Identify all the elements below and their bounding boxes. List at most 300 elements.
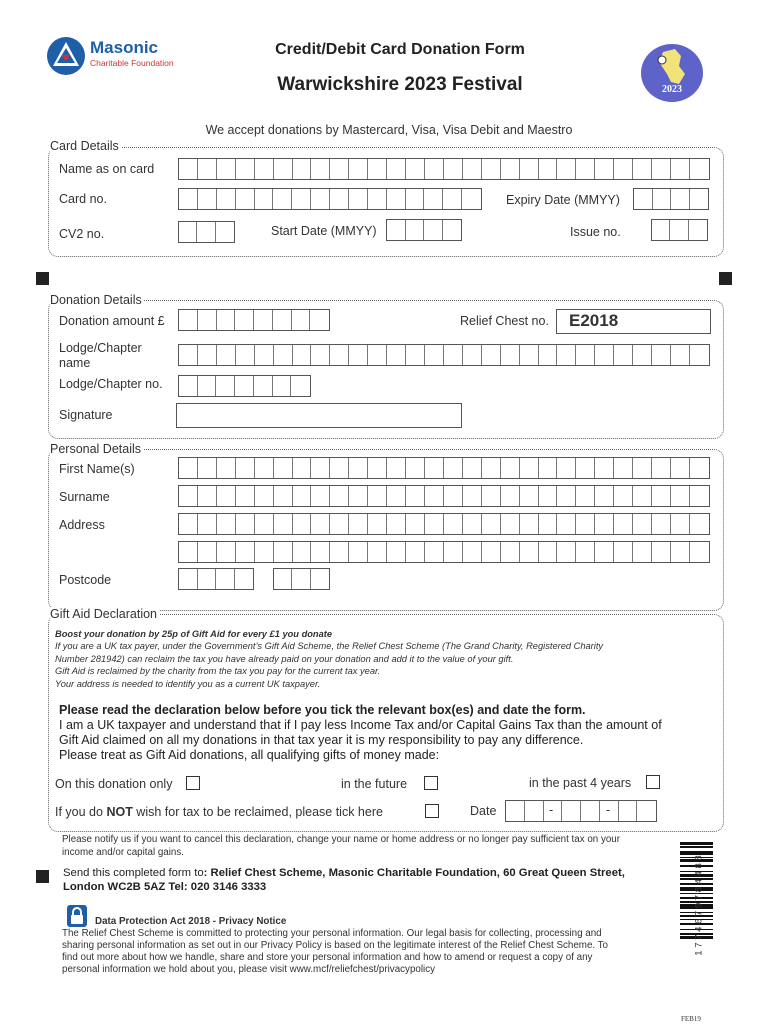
input-cell[interactable] (292, 310, 311, 330)
input-cell[interactable] (690, 486, 709, 506)
input-cell[interactable] (520, 486, 539, 506)
input-cell[interactable] (576, 159, 595, 179)
input-cell[interactable] (576, 542, 595, 562)
input-cell[interactable] (236, 159, 255, 179)
donation-amount-label: Donation amount £ (59, 314, 165, 328)
barcode-number: 1 7 7 4 6 7 9 7 8 4 4 8 8 (693, 855, 705, 956)
input-cell[interactable] (520, 542, 539, 562)
input-cell[interactable] (292, 569, 310, 589)
input-cell[interactable] (557, 458, 576, 478)
input-cell[interactable] (653, 189, 672, 209)
please-read-instruction: Please read the declaration below before you tick the relevant box(es) and date the form. (59, 703, 586, 717)
input-cell[interactable] (274, 569, 292, 589)
input-cell[interactable] (406, 159, 425, 179)
input-cell[interactable] (330, 486, 349, 506)
postcode-outward-field[interactable] (178, 568, 254, 590)
input-cell[interactable] (595, 458, 614, 478)
input-cell[interactable] (595, 542, 614, 562)
input-cell[interactable] (217, 542, 236, 562)
declaration-line-1: I am a UK taxpayer and understand that if I pay less Income Tax and/or Capital Gains Tax than the amount of (59, 718, 662, 732)
input-cell[interactable] (501, 486, 520, 506)
input-cell[interactable] (482, 514, 501, 534)
issue-no-label: Issue no. (570, 225, 621, 239)
input-cell[interactable] (539, 159, 558, 179)
input-cell[interactable] (274, 514, 293, 534)
registration-mark-bottom (36, 870, 49, 883)
relief-chest-value: E2018 (569, 311, 619, 330)
input-cell[interactable] (501, 458, 520, 478)
input-cell[interactable] (633, 542, 652, 562)
input-cell[interactable] (614, 542, 633, 562)
input-cell[interactable] (690, 345, 709, 365)
input-cell[interactable] (671, 542, 690, 562)
input-cell[interactable] (217, 514, 236, 534)
input-cell[interactable] (443, 189, 462, 209)
form-title: Credit/Debit Card Donation Form (275, 41, 525, 58)
data-protection-title: Data Protection Act 2018 - Privacy Notice (95, 916, 287, 927)
input-cell[interactable] (671, 486, 690, 506)
gift-aid-info-1: If you are a UK tax payer, under the Government’s Gift Aid Scheme, the Relief Chest Scheme (The Grand Charity, Registered Charity (55, 641, 604, 651)
input-cell[interactable] (255, 189, 274, 209)
input-cell[interactable] (424, 220, 443, 240)
input-cell[interactable] (482, 345, 501, 365)
card-no-field[interactable] (178, 188, 482, 210)
input-cell[interactable] (255, 159, 274, 179)
input-cell[interactable] (274, 486, 293, 506)
input-cell[interactable] (236, 345, 255, 365)
input-cell[interactable] (349, 458, 368, 478)
input-cell[interactable] (330, 159, 349, 179)
input-cell[interactable] (179, 458, 198, 478)
input-cell[interactable] (387, 458, 406, 478)
input-cell[interactable] (198, 189, 217, 209)
input-cell[interactable] (217, 189, 236, 209)
address-line2-field[interactable] (178, 541, 710, 563)
input-cell[interactable] (463, 458, 482, 478)
input-cell[interactable] (330, 514, 349, 534)
input-cell[interactable] (368, 159, 387, 179)
input-cell[interactable] (406, 514, 425, 534)
input-cell[interactable] (539, 345, 558, 365)
expiry-date-field[interactable] (633, 188, 709, 210)
input-cell[interactable] (274, 458, 293, 478)
no-reclaim-pre: If you do (55, 805, 107, 819)
input-cell[interactable] (425, 159, 444, 179)
date-label: Date (470, 804, 497, 818)
input-cell[interactable] (273, 189, 292, 209)
input-cell[interactable] (619, 801, 638, 821)
input-cell[interactable] (217, 458, 236, 478)
input-cell[interactable] (216, 569, 235, 589)
input-cell[interactable] (236, 458, 255, 478)
cv2-label: CV2 no. (59, 227, 105, 241)
lodge-name-field[interactable] (178, 344, 710, 366)
input-cell[interactable] (179, 310, 198, 330)
input-cell[interactable] (368, 542, 387, 562)
input-cell[interactable] (501, 345, 520, 365)
this-donation-checkbox[interactable] (186, 776, 200, 790)
input-cell[interactable] (198, 458, 217, 478)
input-cell[interactable] (557, 159, 576, 179)
input-cell[interactable] (633, 458, 652, 478)
logo-subtitle: Charitable Foundation (90, 58, 174, 68)
input-cell[interactable] (557, 345, 576, 365)
input-cell[interactable] (581, 801, 600, 821)
input-cell[interactable] (293, 458, 312, 478)
input-cell[interactable] (179, 376, 198, 396)
input-cell[interactable] (198, 542, 217, 562)
input-cell[interactable] (425, 514, 444, 534)
input-cell[interactable] (198, 514, 217, 534)
form-code: FEB19 (681, 1015, 701, 1023)
signature-field[interactable] (176, 403, 462, 428)
no-reclaim-not: NOT (106, 805, 133, 819)
no-reclaim-checkbox[interactable] (425, 804, 439, 818)
notify-text-1: Please notify us if you want to cancel this declaration, change your name or home address or no longer pay sufficient tax on your (62, 834, 621, 845)
input-cell[interactable] (520, 514, 539, 534)
input-cell[interactable] (482, 542, 501, 562)
input-cell[interactable] (576, 458, 595, 478)
input-cell[interactable] (311, 514, 330, 534)
input-cell[interactable] (293, 542, 312, 562)
input-cell[interactable] (179, 486, 198, 506)
input-cell[interactable] (443, 220, 462, 240)
input-cell[interactable] (387, 189, 406, 209)
input-cell[interactable] (179, 542, 198, 562)
input-cell[interactable] (633, 345, 652, 365)
input-cell[interactable] (198, 345, 217, 365)
gift-aid-boost: Boost your donation by 25p of Gift Aid for every £1 you donate (55, 629, 333, 639)
festival-title: Warwickshire 2023 Festival (277, 74, 523, 95)
gift-aid-title: Gift Aid Declaration (50, 607, 157, 621)
data-protection-text-2: sharing personal information as set out in our Privacy Policy is based on the legitimate interest of the Relief Chest Scheme. To (62, 940, 609, 951)
no-reclaim-label (55, 805, 383, 819)
input-cell[interactable] (482, 458, 501, 478)
date-separator-1: - (549, 803, 554, 817)
input-cell[interactable] (520, 458, 539, 478)
input-cell[interactable] (637, 801, 656, 821)
input-cell[interactable] (525, 801, 544, 821)
input-cell[interactable] (291, 376, 310, 396)
input-cell[interactable] (179, 569, 198, 589)
input-cell[interactable] (387, 542, 406, 562)
input-cell[interactable] (349, 159, 368, 179)
input-cell[interactable] (254, 376, 273, 396)
input-cell[interactable] (293, 345, 312, 365)
input-cell[interactable] (463, 345, 482, 365)
signature-label: Signature (59, 408, 113, 422)
data-protection-text-4: personal information we hold about you, please visit www.mcf/reliefchest/privacypolicy (62, 964, 435, 975)
lodge-no-field[interactable] (178, 375, 311, 397)
input-cell[interactable] (652, 542, 671, 562)
past-4-years-checkbox[interactable] (646, 775, 660, 789)
input-cell[interactable] (652, 458, 671, 478)
first-name-label: First Name(s) (59, 462, 135, 476)
input-cell[interactable] (406, 486, 425, 506)
input-cell[interactable] (576, 514, 595, 534)
input-cell[interactable] (595, 345, 614, 365)
input-cell[interactable] (198, 376, 217, 396)
input-cell[interactable] (198, 159, 217, 179)
input-cell[interactable] (501, 542, 520, 562)
input-cell[interactable] (424, 189, 443, 209)
input-cell[interactable] (595, 159, 614, 179)
input-cell[interactable] (557, 514, 576, 534)
input-cell[interactable] (633, 159, 652, 179)
input-cell[interactable] (273, 376, 292, 396)
input-cell[interactable] (444, 542, 463, 562)
input-cell[interactable] (614, 458, 633, 478)
input-cell[interactable] (311, 345, 330, 365)
input-cell[interactable] (311, 159, 330, 179)
input-cell[interactable] (406, 189, 425, 209)
input-cell[interactable] (520, 159, 539, 179)
input-cell[interactable] (217, 159, 236, 179)
input-cell[interactable] (690, 458, 709, 478)
past-4-years-label: in the past 4 years (529, 776, 632, 790)
input-cell[interactable] (463, 542, 482, 562)
relief-chest-field[interactable] (556, 309, 711, 334)
input-cell[interactable] (349, 514, 368, 534)
input-cell[interactable] (614, 514, 633, 534)
input-cell[interactable] (652, 220, 670, 240)
date-field[interactable] (505, 800, 657, 822)
input-cell[interactable] (255, 345, 274, 365)
input-cell[interactable] (217, 345, 236, 365)
input-cell[interactable] (462, 189, 481, 209)
input-cell[interactable] (198, 310, 217, 330)
input-cell[interactable] (198, 486, 217, 506)
future-checkbox[interactable] (424, 776, 438, 790)
input-cell[interactable] (444, 458, 463, 478)
input-cell[interactable] (671, 345, 690, 365)
input-cell[interactable] (482, 159, 501, 179)
input-cell[interactable] (179, 222, 197, 242)
input-cell[interactable] (368, 458, 387, 478)
input-cell[interactable] (311, 486, 330, 506)
send-pre: Send this completed form to (63, 867, 204, 879)
input-cell[interactable] (482, 486, 501, 506)
input-cell[interactable] (425, 486, 444, 506)
input-cell[interactable] (633, 486, 652, 506)
input-cell[interactable] (235, 376, 254, 396)
registration-mark-left (36, 272, 49, 285)
start-date-field[interactable] (386, 219, 462, 241)
cv2-field[interactable] (178, 221, 235, 243)
input-cell[interactable] (652, 514, 671, 534)
input-cell[interactable] (349, 486, 368, 506)
input-cell[interactable] (311, 569, 329, 589)
input-cell[interactable] (614, 159, 633, 179)
input-cell[interactable] (311, 189, 330, 209)
input-cell[interactable] (501, 159, 520, 179)
name-on-card-label: Name as on card (59, 162, 155, 176)
input-cell[interactable] (444, 514, 463, 534)
input-cell[interactable] (520, 345, 539, 365)
input-cell[interactable] (255, 486, 274, 506)
address-line1-field[interactable] (178, 513, 710, 535)
input-cell[interactable] (539, 458, 558, 478)
input-cell[interactable] (274, 159, 293, 179)
input-cell[interactable] (330, 458, 349, 478)
postcode-inward-field[interactable] (273, 568, 330, 590)
input-cell[interactable] (387, 220, 406, 240)
input-cell[interactable] (368, 189, 387, 209)
input-cell[interactable] (179, 189, 198, 209)
input-cell[interactable] (539, 486, 558, 506)
input-cell[interactable] (368, 486, 387, 506)
input-cell[interactable] (236, 189, 255, 209)
input-cell[interactable] (292, 189, 311, 209)
input-cell[interactable] (330, 345, 349, 365)
input-cell[interactable] (293, 486, 312, 506)
input-cell[interactable] (368, 345, 387, 365)
input-cell[interactable] (670, 220, 688, 240)
input-cell[interactable] (179, 159, 198, 179)
future-label: in the future (341, 777, 408, 791)
input-cell[interactable] (330, 189, 349, 209)
input-cell[interactable] (274, 542, 293, 562)
input-cell[interactable] (557, 486, 576, 506)
input-cell[interactable] (425, 345, 444, 365)
issue-no-field[interactable] (651, 219, 708, 241)
input-cell[interactable] (406, 220, 425, 240)
input-cell[interactable] (236, 542, 255, 562)
input-cell[interactable] (425, 542, 444, 562)
input-cell[interactable] (557, 542, 576, 562)
input-cell[interactable] (671, 514, 690, 534)
input-cell[interactable] (349, 542, 368, 562)
input-cell[interactable] (463, 514, 482, 534)
personal-details-title: Personal Details (50, 442, 142, 456)
input-cell[interactable] (330, 542, 349, 562)
input-cell[interactable] (387, 159, 406, 179)
donation-amount-field[interactable] (178, 309, 330, 331)
input-cell[interactable] (690, 514, 709, 534)
gift-aid-info-2: Number 281942) can reclaim the tax you have already paid on your donation and add it to the value of your gift. (55, 654, 514, 664)
input-cell[interactable] (236, 514, 255, 534)
input-cell[interactable] (444, 345, 463, 365)
input-cell[interactable] (652, 486, 671, 506)
card-details-title: Card Details (50, 139, 119, 153)
lock-icon (66, 904, 88, 928)
surname-field[interactable] (178, 485, 710, 507)
input-cell[interactable] (197, 222, 215, 242)
input-cell[interactable] (690, 542, 709, 562)
no-reclaim-post: wish for tax to be reclaimed, please tick here (132, 805, 383, 819)
input-cell[interactable] (387, 486, 406, 506)
input-cell[interactable] (179, 514, 198, 534)
input-cell[interactable] (274, 345, 293, 365)
input-cell[interactable] (506, 801, 525, 821)
input-cell[interactable] (217, 486, 236, 506)
input-cell[interactable] (463, 486, 482, 506)
input-cell[interactable] (255, 514, 274, 534)
lodge-name-label-line1: Lodge/Chapter (59, 341, 142, 355)
input-cell[interactable] (671, 458, 690, 478)
input-cell[interactable] (539, 542, 558, 562)
input-cell[interactable] (293, 159, 312, 179)
input-cell[interactable] (562, 801, 581, 821)
input-cell[interactable] (311, 542, 330, 562)
input-cell[interactable] (671, 189, 690, 209)
send-address-bold: : Relief Chest Scheme, Masonic Charitable Foundation, 60 Great Queen Street, (203, 867, 625, 879)
input-cell[interactable] (444, 486, 463, 506)
input-cell[interactable] (273, 310, 292, 330)
send-address-line1 (63, 867, 625, 879)
festival-badge (641, 44, 703, 102)
input-cell[interactable] (217, 310, 236, 330)
input-cell[interactable] (235, 569, 254, 589)
input-cell[interactable] (406, 542, 425, 562)
declaration-line-2: Gift Aid claimed on all my donations in that tax year it is my responsibility to pay any difference. (59, 733, 584, 747)
input-cell[interactable] (614, 345, 633, 365)
input-cell[interactable] (254, 310, 273, 330)
input-cell[interactable] (216, 376, 235, 396)
input-cell[interactable] (690, 189, 709, 209)
input-cell[interactable] (216, 222, 234, 242)
address-label: Address (59, 518, 105, 532)
input-cell[interactable] (255, 458, 274, 478)
input-cell[interactable] (349, 345, 368, 365)
relief-chest-label: Relief Chest no. (460, 314, 549, 328)
expiry-date-label: Expiry Date (MMYY) (506, 193, 620, 207)
input-cell[interactable] (652, 345, 671, 365)
input-cell[interactable] (179, 345, 198, 365)
postcode-label: Postcode (59, 573, 112, 587)
first-name-field[interactable] (178, 457, 710, 479)
input-cell[interactable] (235, 310, 254, 330)
registration-mark-right (719, 272, 732, 285)
input-cell[interactable] (595, 486, 614, 506)
input-cell[interactable] (501, 514, 520, 534)
input-cell[interactable] (444, 159, 463, 179)
input-cell[interactable] (671, 159, 690, 179)
input-cell[interactable] (690, 159, 709, 179)
input-cell[interactable] (652, 159, 671, 179)
input-cell[interactable] (576, 486, 595, 506)
input-cell[interactable] (406, 458, 425, 478)
input-cell[interactable] (310, 310, 329, 330)
input-cell[interactable] (387, 345, 406, 365)
name-on-card-field[interactable] (178, 158, 710, 180)
surname-label: Surname (59, 490, 110, 504)
input-cell[interactable] (689, 220, 707, 240)
input-cell[interactable] (595, 514, 614, 534)
input-cell[interactable] (236, 486, 255, 506)
input-cell[interactable] (539, 514, 558, 534)
input-cell[interactable] (368, 514, 387, 534)
start-date-label: Start Date (MMYY) (271, 224, 377, 238)
lodge-no-label: Lodge/Chapter no. (59, 377, 163, 391)
input-cell[interactable] (293, 514, 312, 534)
input-cell[interactable] (198, 569, 217, 589)
input-cell[interactable] (576, 345, 595, 365)
input-cell[interactable] (634, 189, 653, 209)
send-address-line2: London WC2B 5AZ Tel: 020 3146 3333 (63, 881, 267, 893)
input-cell[interactable] (633, 514, 652, 534)
declaration-line-3: Please treat as Gift Aid donations, all qualifying gifts of money made: (59, 748, 440, 762)
input-cell[interactable] (463, 159, 482, 179)
input-cell[interactable] (387, 514, 406, 534)
input-cell[interactable] (255, 542, 274, 562)
card-no-label: Card no. (59, 192, 107, 206)
input-cell[interactable] (406, 345, 425, 365)
input-cell[interactable] (349, 189, 368, 209)
input-cell[interactable] (614, 486, 633, 506)
input-cell[interactable] (311, 458, 330, 478)
input-cell[interactable] (425, 458, 444, 478)
